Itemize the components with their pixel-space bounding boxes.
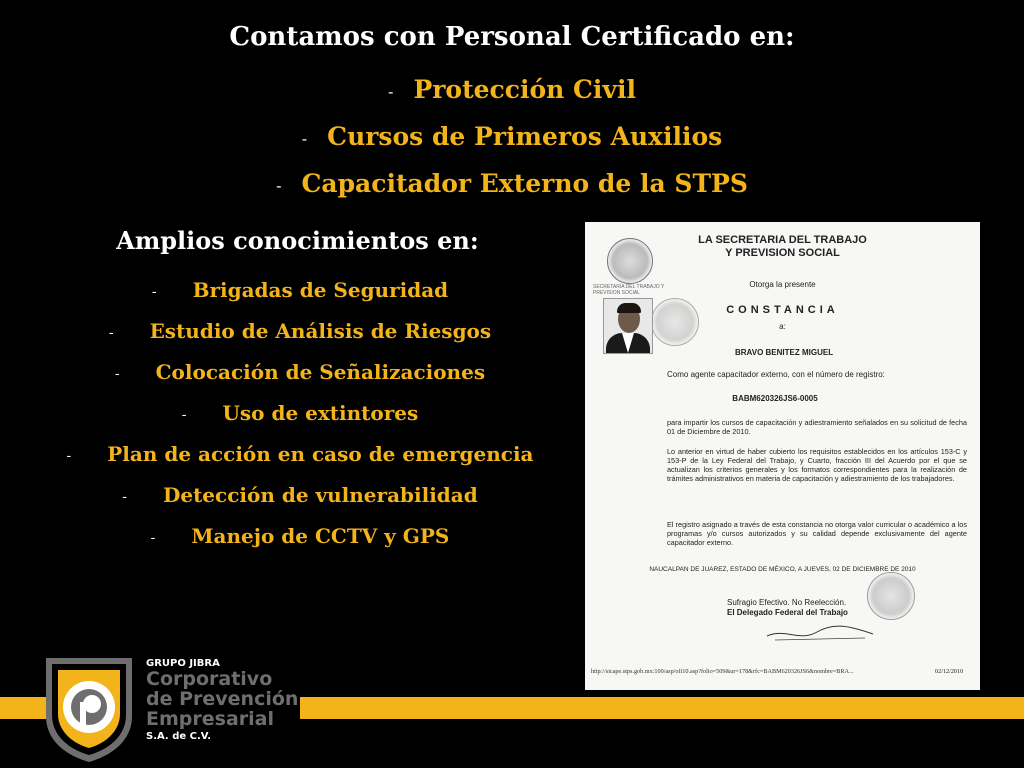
bullet-dash: - <box>108 324 114 341</box>
bullet-dash: - <box>276 175 282 195</box>
certificate-paragraph: para impartir los cursos de capacitación y adiestramiento señalados en su solicitud de fecha 01 de Diciembre de 2010. <box>667 418 967 436</box>
bullet-dash: - <box>181 406 187 423</box>
certificate-name: BRAVO BENITEZ MIGUEL <box>735 348 834 357</box>
list-item <box>60 313 540 354</box>
knowledge-heading: Amplios conocimientos en: <box>116 226 479 255</box>
list-item <box>60 272 540 313</box>
certificate-a: a: <box>779 322 786 331</box>
certificate-title: LA SECRETARIA DEL TRABAJO Y PREVISION SOCIAL <box>698 234 867 259</box>
certificate-url: http://sicape.stps.gob.mx:100/asp/ofi10.asp?folio=509&ur=178&rfc=BABM620326JS6&nombre=BRA... <box>591 668 854 675</box>
knowledge-label: Plan de acción en caso de emergencia <box>107 442 534 466</box>
knowledge-label: Uso de extintores <box>222 401 419 425</box>
list-item <box>0 70 1024 117</box>
brand-suffix: S.A. de C.V. <box>146 731 212 742</box>
certificate-registro: BABM620326JS6-0005 <box>732 394 818 403</box>
certificate-paragraph: Lo anterior en virtud de haber cubierto los requisitos establecidos en los artículos 153-C y 153-P de la Ley Federal del Trabajo, y Cuarto, fracción III del Acuerdo por el que se actualizan los criterios generales y los formatos correspondientes para la realización de trámites administrativos en materia de capacitación y adiestramiento de los trabajadores. <box>667 447 967 483</box>
company-brand <box>146 658 298 742</box>
company-logo-icon <box>40 652 138 764</box>
bullet-dash: - <box>122 488 127 505</box>
brand-group: GRUPO JIBRA <box>146 658 220 669</box>
knowledge-label: Estudio de Análisis de Riesgos <box>149 319 492 343</box>
certificate-document <box>585 222 980 690</box>
certificate-lugar: NAUCALPAN DE JUAREZ, ESTADO DE MÉXICO, A JUEVES, 02 DE DICIEMBRE DE 2010 <box>649 566 916 573</box>
bullet-dash: - <box>388 81 394 101</box>
certificate-agente: Como agente capacitador externo, con el número de registro: <box>667 370 885 379</box>
bullet-dash: - <box>114 365 120 382</box>
list-item <box>60 395 540 436</box>
signature-icon <box>765 618 875 646</box>
certification-label: Protección Civil <box>413 75 636 104</box>
list-item <box>60 354 540 395</box>
bullet-dash: - <box>66 447 72 464</box>
knowledge-list <box>60 272 540 559</box>
knowledge-label: Brigadas de Seguridad <box>192 278 449 302</box>
seal-label: SECRETARIA DEL TRABAJO Y PREVISION SOCIAL <box>593 284 665 296</box>
list-item <box>60 477 540 518</box>
certificate-paragraph: El registro asignado a través de esta constancia no otorga valor curricular o académico a los programas y/o cursos autorizados y su calidad depende exclusivamente del agente capacitador externo. <box>667 520 967 547</box>
bullet-dash: - <box>150 529 156 546</box>
list-item <box>0 117 1024 164</box>
certificate-constancia: CONSTANCIA <box>726 304 839 316</box>
certifications-list <box>0 70 1024 211</box>
bullet-dash: - <box>301 128 308 148</box>
certificate-delegado: El Delegado Federal del Trabajo <box>727 608 848 617</box>
certificate-sufragio: Sufragio Efectivo. No Reelección. <box>727 598 847 607</box>
knowledge-label: Colocación de Señalizaciones <box>155 360 486 384</box>
certification-label: Capacitador Externo de la STPS <box>301 169 748 198</box>
brand-line: de Prevención <box>146 688 299 710</box>
page-title: Contamos con Personal Certificado en: <box>229 22 795 52</box>
list-item <box>60 436 540 477</box>
knowledge-label: Manejo de CCTV y GPS <box>191 524 450 548</box>
bullet-dash: - <box>151 283 157 300</box>
list-item <box>60 518 540 559</box>
knowledge-label: Detección de vulnerabilidad <box>163 483 478 507</box>
certificate-otorga: Otorga la presente <box>749 280 816 289</box>
certification-label: Cursos de Primeros Auxilios <box>327 122 723 151</box>
list-item <box>0 164 1024 211</box>
certificate-date: 02/12/2010 <box>935 668 964 675</box>
brand-line: Corporativo <box>146 668 273 690</box>
footer-bar <box>300 697 1024 719</box>
brand-line: Empresarial <box>146 708 274 730</box>
